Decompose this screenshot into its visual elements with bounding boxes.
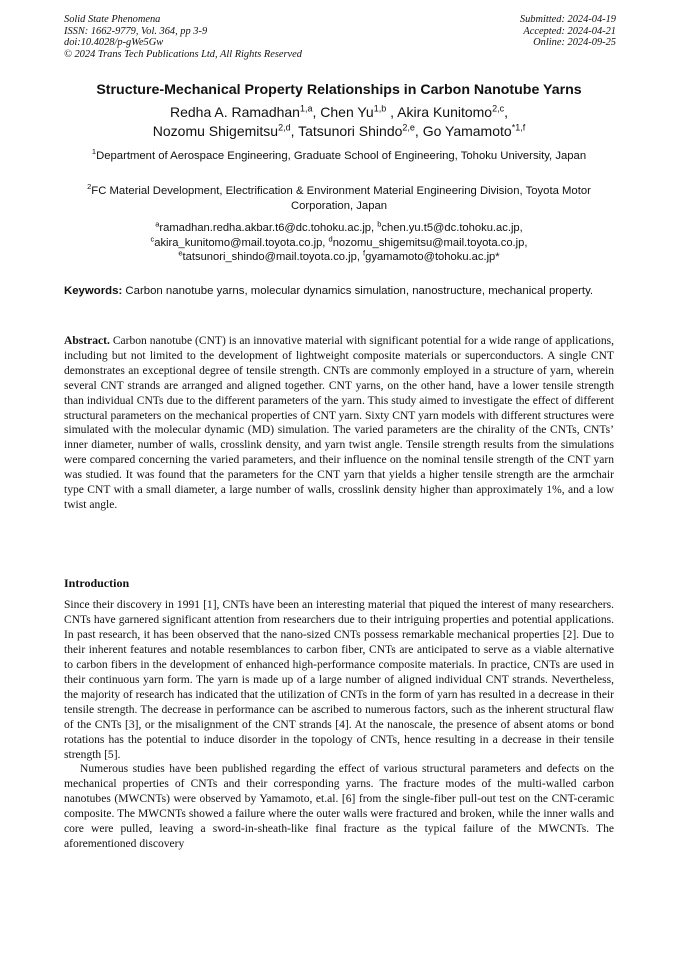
abstract-text: Carbon nanotube (CNT) is an innovative material with significant potential for a wide range of applications, including but not limited to the development of lightweight composite materials or superconductors. A single CNT demonstrates an exceptional degree of tensile strength. CNTs are commonly employed in a structure of yarn, wherein several CNT strands are arranged and aligned together. CNT yarns, on the other hand, have a lower tensile strength than individual CNTs due to the different parameters of the yarn. This study aimed to investigate the effect of different structural parameters on the mechanical properties of CNT yarn. Sixty CNT yarn models with different structures were simulated with the molecular dynamic (MD) simulation. The varied parameters are the chirality of the CNTs, CNTs’ inner diameter, number of walls, crosslink density, and yarn twist angle. Tensile strength results from the simulations were compared concerning the varied parameters, and their influence on the nominal tensile strength of the CNT yarn was studied. It was found that the parameters for the CNT yarn that yields a higher tensile strength are the armchair type CNT with a small diameter, a large number of walls, crosslink density higher than approximately 1%, and a low twist angle. [64,335,614,511]
author: Akira Kunitomo$^{2,c}$, [397,103,508,120]
author-list [40,103,638,141]
date-accepted: Accepted: 2024-04-21 [523,25,616,37]
journal-copyright: © 2024 Trans Tech Publications Ltd, All Rights Reserved [64,48,302,60]
keywords-text: Carbon nanotube yarns, molecular dynamics simulation, nanostructure, mechanical property. [125,285,594,297]
journal-info [64,14,302,60]
affiliation-1: $^1$Department of Aerospace Engineering, Graduate School of Engineering, Tohoku University, Japan [91,147,587,162]
paragraph: Numerous studies have been published regarding the effect of various structural parameters and defects on the mechanical properties of CNTs and their corresponding yarns. The fracture modes of the multi-walled carbon nanotubes (MWCNTs) were observed by Yamamoto, et.al. [6] from the single-fiber pull-out test on the CNT-ceramic composite. The MWCNTs showed a failure where the outer walls were fractured and broken, while the inner walls and core were pulled, leaving a sword-in-sheath-like final fracture as the typical failure of the MWCNTs. The aforementioned discovery [64,763,614,851]
date-online: Online: 2024-09-25 [533,37,616,49]
section-heading-introduction: Introduction [64,576,130,590]
email[interactable]: $^f$gyamamoto@tohoku.ac.jp* [363,248,500,263]
paper-title: Structure-Mechanical Property Relationships in Carbon Nanotube Yarns [96,82,582,98]
author: Go Yamamoto$^{*1,f}$ [422,122,526,139]
abstract-label: Abstract. [64,335,110,347]
journal-doi: doi:10.4028/p-gWe5Gw [64,37,164,49]
paragraph: Since their discovery in 1991 [1], CNTs have been an interesting material that piqued the interest of many researchers. CNTs have garnered significant attention from researchers due to their intriguing properties and potential applications. In past research, it has been observed that the nano-sized CNTs possess remarkable mechanical properties [2]. Due to their inherent features and notable resemblances to carbon fiber, CNTs are anticipated to serve as a viable alternative to carbon fibers in the development of enhanced high-performance composite materials. In practice, CNTs are used in their continuous yarn form. The yarn is made up of a large number of aligned individual CNT strands. Nevertheless, the majority of research has indicated that the utilization of CNTs in the form of yarn has resulted in a decrease in their tensile strength. The decrease in performance can be ascribed to numerous factors, such as the inherent structural flaw of the CNTs [3], or the misalignment of the CNT strands [4]. At the nanoscale, the presence of absent atoms or bond rotations has the potential to induce disorder in the topology of CNTs, hence resulting in a decrease in their tensile strength [5]. [64,599,614,761]
email[interactable]: $^d$nozomu_shigemitsu@mail.toyota.co.jp, [328,233,528,249]
author-emails [70,221,608,265]
email[interactable]: $^e$tatsunori_shindo@mail.toyota.co.jp, [178,248,364,263]
date-submitted: Submitted: 2024-04-19 [519,14,616,25]
author: Tatsunori Shindo$^{2,e}$, [298,122,423,139]
email[interactable]: $^c$akira_kunitomo@mail.toyota.co.jp, [150,233,329,249]
affiliation-2: $^2$FC Material Development, Electrification & Environment Material Engineering Division, Toyota Motor Corporation, Japan [87,182,591,212]
abstract [64,334,614,513]
author: Nozomu Shigemitsu$^{2,d}$, [152,122,299,139]
author: Chen Yu$^{1,b}$ , [320,103,398,120]
keywords-label: Keywords: [64,285,123,297]
author: Redha A. Ramadhan$^{1,a}$, [169,103,321,120]
email[interactable]: $^b$chen.yu.t5@dc.tohoku.ac.jp, [377,219,523,234]
publication-dates [520,14,616,49]
keywords [64,284,614,299]
introduction-body [64,598,614,852]
email[interactable]: $^a$ramadhan.redha.akbar.t6@dc.tohoku.ac.jp, [155,219,378,234]
journal-name: Solid State Phenomena [64,14,161,25]
journal-issn: ISSN: 1662-9779, Vol. 364, pp 3-9 [64,25,208,37]
